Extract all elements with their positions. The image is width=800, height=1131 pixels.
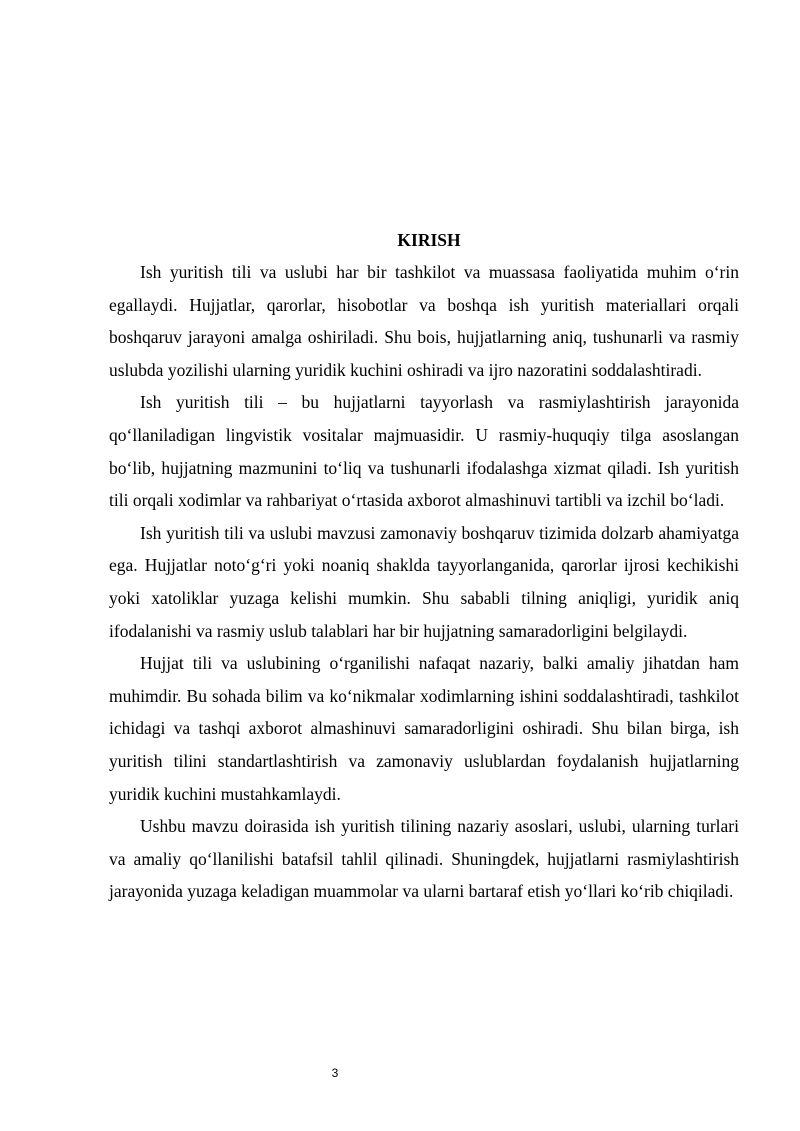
paragraph-1: Ish yuritish tili va uslubi har bir tashkilot va muassasa faoliyatida muhim o‘rin egallaydi. Hujjatlar, qarorlar, hisobotlar va boshqa ish yuritish materiallari orqali boshqaruv jarayoni amalga oshiriladi. Shu bois, hujjatlarning aniq, tushunarli va rasmiy uslubda yozilishi ularning yuridik kuchini oshiradi va ijro nazoratini soddalashtiradi.: [109, 262, 739, 380]
page-number: 3: [331, 1066, 339, 1080]
paragraph-2: Ish yuritish tili – bu hujjatlarni tayyorlash va rasmiylashtirish jarayonida qo‘llaniladigan lingvistik vositalar majmuasidir. U rasmiy-huquqiy tilga asoslangan bo‘lib, hujjatning mazmunini to‘liq va tushunarli ifodalashga xizmat qiladi. Ish yuritish tili orqali xodimlar va rahbariyat o‘rtasida axborot almashinuvi tartibli va izchil bo‘ladi.: [109, 392, 739, 511]
paragraph-5: Ushbu mavzu doirasida ish yuritish tilining nazariy asoslari, uslubi, ularning turlari va amaliy qo‘llanilishi batafsil tahlil qilinadi. Shuningdek, hujjatlarni rasmiylashtirish jarayonida yuzaga keladigan muammolar va ularni bartaraf etish yo‘llari ko‘rib chiqiladi.: [109, 816, 739, 902]
page-body: [109, 224, 739, 908]
section-heading: KIRISH: [397, 230, 461, 250]
paragraph-4: Hujjat tili va uslubining o‘rganilishi nafaqat nazariy, balki amaliy jihatdan ham muhimdir. Bu sohada bilim va ko‘nikmalar xodimlarning ishini soddalashtiradi, tashkilot ichidagi va tashqi axborot almashinuvi samaradorligini oshiradi. Shu bilan birga, ish yuritish tilini standartlashtirish va zamonaviy uslublardan foydalanish hujjatlarning yuridik kuchini mustahkamlaydi.: [109, 653, 739, 804]
paragraph-3: Ish yuritish tili va uslubi mavzusi zamonaviy boshqaruv tizimida dolzarb ahamiyatga ega. Hujjatlar noto‘g‘ri yoki noaniq shaklda tayyorlanganida, qarorlar ijrosi kechikishi yoki xatoliklar yuzaga kelishi mumkin. Shu sababli tilning aniqligi, yuridik aniq ifodalanishi va rasmiy uslub talablari har bir hujjatning samaradorligini belgilaydi.: [109, 522, 739, 641]
